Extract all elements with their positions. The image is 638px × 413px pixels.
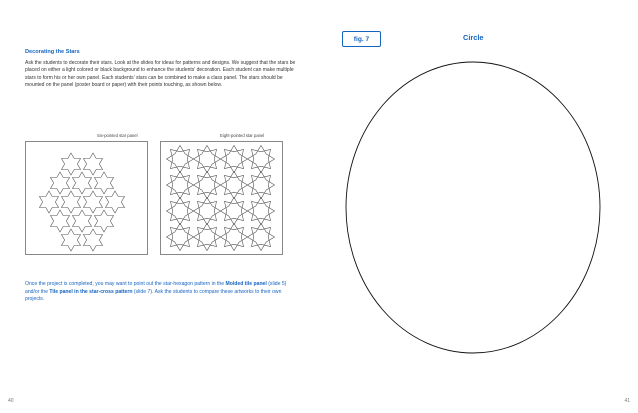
outro-text-2: (slide 5) and/or the: [25, 281, 287, 295]
eight-pointed-star-square: [224, 175, 243, 194]
eight-pointed-star-panel: [160, 141, 283, 255]
eight-pointed-star-square: [251, 227, 270, 246]
outro-text-1: Once the project is completed, you may want to point out the star-hexagon pattern in the: [25, 281, 226, 287]
eight-pointed-star-square: [170, 227, 189, 246]
six-pointed-star: [61, 229, 80, 251]
molded-tile-panel-link: Molded tile panel: [225, 281, 267, 287]
six-pointed-star: [83, 153, 102, 175]
eight-pointed-star-square: [170, 175, 189, 194]
outro-paragraph: [25, 281, 301, 304]
eight-pointed-star-square: [197, 201, 216, 220]
eight-pointed-star-square: [197, 175, 216, 194]
six-pointed-star: [61, 191, 80, 213]
page-number-right: 41: [624, 398, 630, 404]
eight-pointed-star-square: [197, 149, 216, 168]
six-pointed-star: [94, 210, 113, 232]
eight-pointed-star-square: [224, 227, 243, 246]
eight-pointed-star-square: [251, 175, 270, 194]
page-number-left: 40: [8, 398, 14, 404]
intro-paragraph: Ask the students to decorate their stars. Look at the slides for ideas for patterns and designs. We suggest that the stars be placed on either a light colored or black background to enhance the students’ decoration. Each student can make multiple stars to form his or her own panel. Each students’ stars can be combined to make a class panel. The stars should be mounted on the panel (poster board or paper) with their points touching, as shown below.: [25, 60, 296, 89]
section-title: Decorating the Stars: [25, 49, 80, 55]
eight-pointed-star-square: [224, 149, 243, 168]
six-pointed-star: [50, 210, 69, 232]
six-pointed-star: [39, 191, 58, 213]
tile-panel-star-cross-link: Tile panel in the star-cross pattern: [49, 288, 133, 295]
figure-badge: fig. 7: [342, 31, 381, 47]
six-pointed-star-panel: [25, 141, 148, 255]
six-pointed-star: [94, 172, 113, 194]
eight-pointed-star-square: [224, 201, 243, 220]
six-pointed-star: [105, 191, 124, 213]
outro-text-3: (slide 7). Ask the students to compare these artworks to their own projects.: [25, 288, 282, 303]
six-pointed-star: [72, 210, 91, 232]
six-pointed-panel-label: Six-pointed star panel: [97, 133, 138, 138]
big-circle-outline: [345, 61, 601, 354]
eight-pointed-star-square: [170, 149, 189, 168]
six-pointed-star: [83, 229, 102, 251]
eight-pointed-star-square: [170, 201, 189, 220]
eight-pointed-star-pattern: [161, 142, 282, 254]
six-pointed-star: [72, 172, 91, 194]
eight-pointed-panel-label: Eight-pointed star panel: [220, 133, 265, 138]
circle-title: Circle: [463, 33, 484, 42]
six-pointed-star: [61, 153, 80, 175]
six-pointed-star-pattern: [26, 142, 147, 254]
eight-pointed-star-square: [251, 201, 270, 220]
six-pointed-star: [50, 172, 69, 194]
eight-pointed-star-square: [251, 149, 270, 168]
six-pointed-star: [83, 191, 102, 213]
eight-pointed-star-square: [197, 227, 216, 246]
